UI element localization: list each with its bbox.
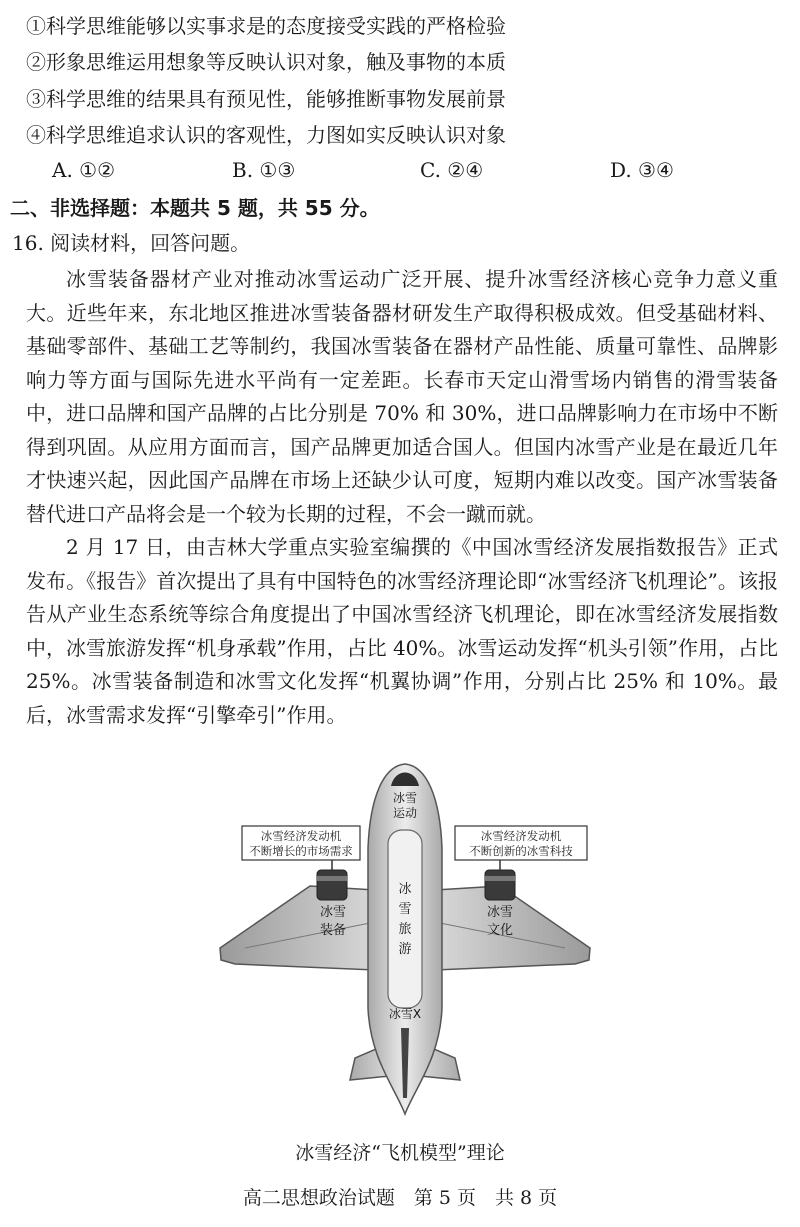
- left-wing-label-line2: 装备: [319, 923, 347, 938]
- airplane-model-diagram: [215, 758, 595, 1120]
- tail-label: 冰雪X: [388, 1007, 422, 1021]
- cabin-panel: [388, 830, 422, 1008]
- right-engine-label-line2: 不断创新的冰雪科技: [469, 844, 573, 858]
- right-engine-label-line1: 冰雪经济发动机: [480, 829, 562, 843]
- statement-4: ④科学思维追求认识的客观性，力图如实反映认识对象: [26, 123, 506, 147]
- left-wing-shape: [220, 886, 375, 970]
- question-stem: 16. 阅读材料，回答问题。: [12, 231, 251, 255]
- paragraph-1: 冰雪装备器材产业对推动冰雪运动广泛开展、提升冰雪经济核心竞争力意义重大。近些年来，东北地区推进冰雪装备器材研发生产取得积极成效。但受基础材料、基础零部件、基础工艺等制约，我国冰雪装备在器材产品性能、质量可靠性、品牌影响力等方面与国际先进水平尚有一定差距。长春市天定山滑雪场内销售的滑雪装备中，进口品牌和国产品牌的占比分别是 70% 和 30%，进口品牌影响力在市场中不断得到巩固。从应用方面而言，国产品牌更加适合国人。但国内冰雪产业是在最近几年才快速兴起，因此国产品牌在市场上还缺少认可度，短期内难以改变。国产冰雪装备替代进口产品将会是一个较为长期的过程，不会一蹴而就。: [26, 267, 778, 526]
- fuselage-label-1: 冰: [398, 882, 412, 897]
- page-footer: 高二思想政治试题 第 5 页 共 8 页: [242, 1187, 558, 1209]
- section-heading: 二、非选择题：本题共 5 题，共 55 分。: [10, 196, 380, 220]
- left-wing-label-line1: 冰雪: [319, 905, 347, 920]
- statement-1: ①科学思维能够以实事求是的态度接受实践的严格检验: [26, 14, 506, 38]
- fuselage-label-2: 雪: [398, 902, 412, 917]
- nose-label-line2: 运动: [392, 806, 418, 820]
- right-wing-label-line2: 文化: [486, 923, 514, 938]
- fuselage-label-4: 游: [398, 942, 412, 957]
- left-engine-label-line2: 不断增长的市场需求: [249, 844, 353, 858]
- option-d: D. ③④: [610, 158, 674, 182]
- statement-3: ③科学思维的结果具有预见性，能够推断事物发展前景: [26, 87, 506, 111]
- left-engine-label-line1: 冰雪经济发动机: [260, 829, 342, 843]
- statement-2: ②形象思维运用想象等反映认识对象，触及事物的本质: [26, 50, 506, 74]
- option-c: C. ②④: [420, 158, 484, 182]
- option-b: B. ①③: [232, 158, 296, 182]
- right-engine-shape: [485, 870, 515, 900]
- left-engine-shape: [317, 870, 347, 900]
- reading-material: [26, 263, 778, 732]
- fuselage-label-3: 旅: [398, 922, 412, 937]
- diagram-caption: 冰雪经济“飞机模型”理论: [295, 1142, 505, 1164]
- option-a: A. ①②: [52, 158, 116, 182]
- nose-label-line1: 冰雪: [392, 791, 418, 805]
- paragraph-2: 2 月 17 日，由吉林大学重点实验室编撰的《中国冰雪经济发展指数报告》正式发布。《报告》首次提出了具有中国特色的冰雪经济理论即“冰雪经济飞机理论”。该报告从产业生态系统等综合角度提出了中国冰雪经济飞机理论，即在冰雪经济发展指数中，冰雪旅游发挥“机身承载”作用，占比 40%。冰雪运动发挥“机头引领”作用，占比 25%。冰雪装备制造和冰雪文化发挥“机翼协调”作用，分别占比 25% 和 10%。最后，冰雪需求发挥“引擎牵引”作用。: [26, 535, 778, 727]
- right-wing-label-line1: 冰雪: [486, 905, 514, 920]
